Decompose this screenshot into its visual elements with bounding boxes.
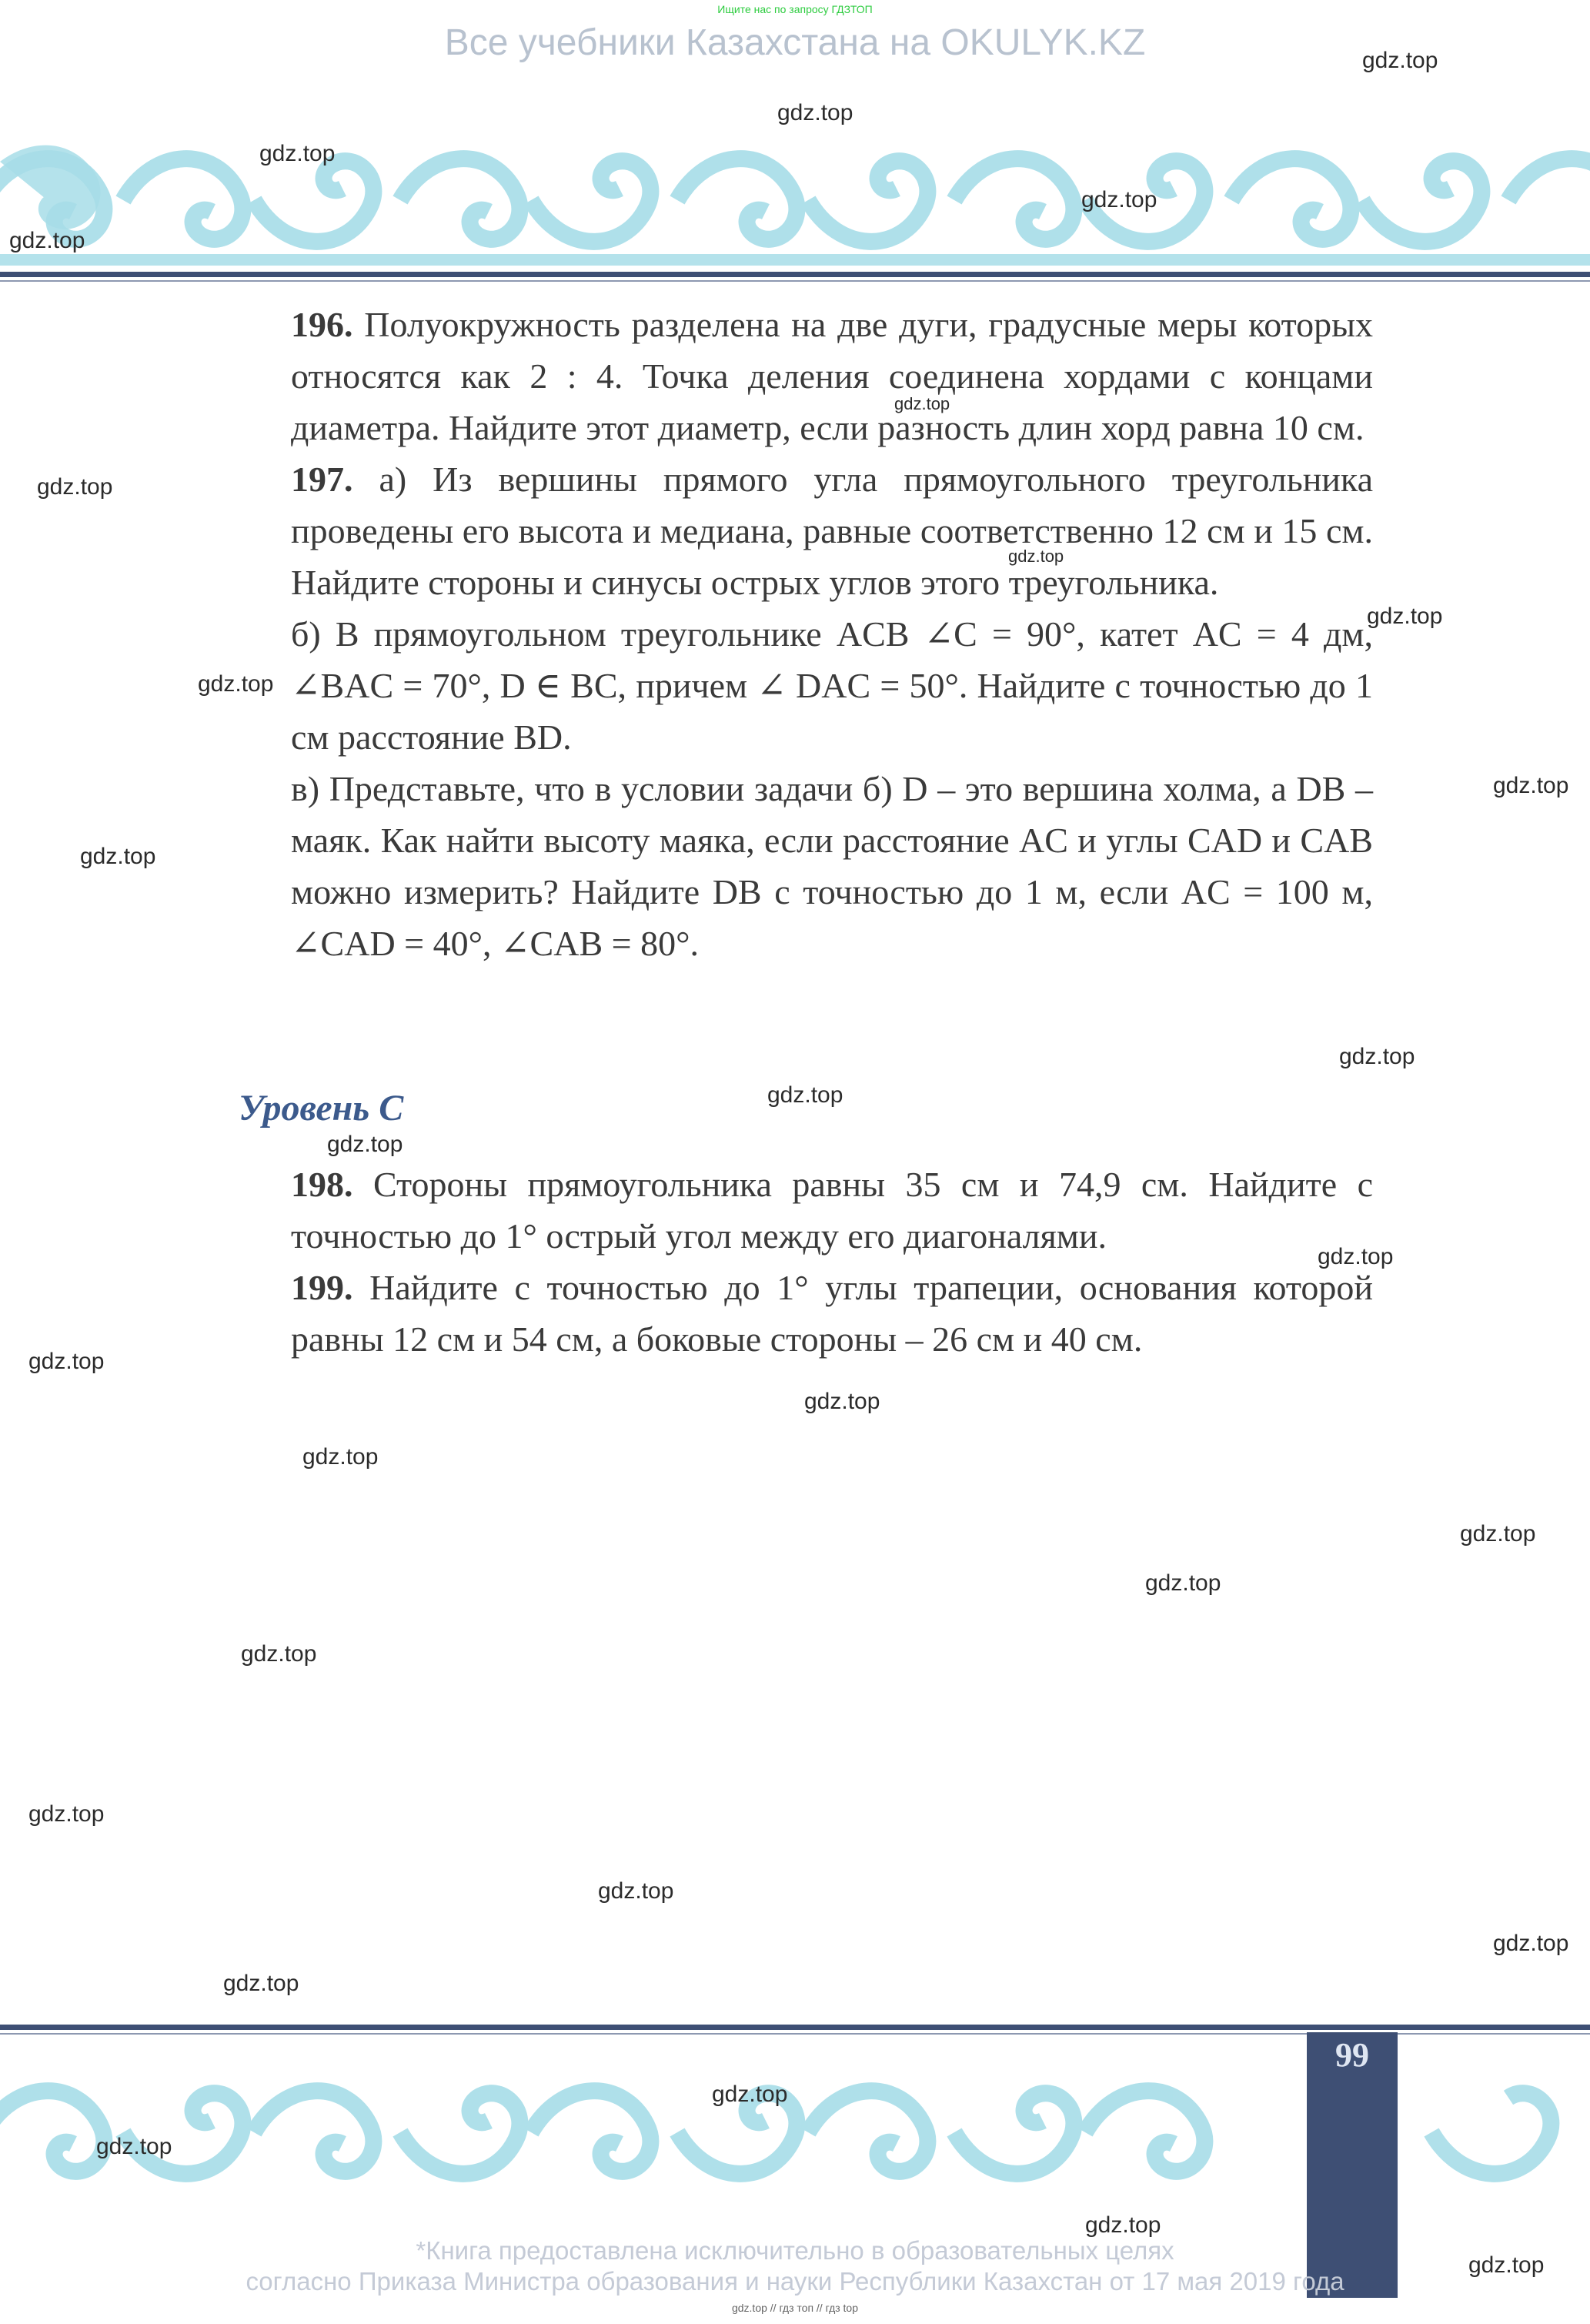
- watermark: gdz.top: [223, 1971, 299, 1996]
- watermark: gdz.top: [1081, 187, 1157, 212]
- watermark: gdz.top: [1493, 1931, 1569, 1956]
- problem-198: 198. Стороны прямоугольника равны 35 см и 74,9 см. Найдите с точностью до 1° острый угол между его диагоналями.: [291, 1165, 1373, 1256]
- watermark: gdz.top: [804, 1389, 880, 1414]
- search-hint: Ищите нас по запросу ГДЗТОП: [717, 3, 873, 15]
- disclaimer-line-1: *Книга предоставлена исключительно в образовательных целях: [416, 2236, 1174, 2265]
- watermark: gdz.top: [767, 1082, 843, 1108]
- watermark: gdz.top: [1367, 604, 1443, 629]
- watermark: gdz.top: [712, 2082, 788, 2107]
- watermark: gdz.top: [1468, 2252, 1545, 2278]
- watermark: gdz.top: [1460, 1521, 1536, 1547]
- watermark: gdz.top: [1493, 773, 1569, 798]
- page-number: 99: [1335, 2036, 1369, 2074]
- problem-197c: в) Представьте, что в условии задачи б) D – это вершина холма, а DB – маяк. Как найти высоту маяка, если расстояние AC и углы CAD и CAB можно измерить? Найдите DB с точностью до 1 м, если AC = 100 м, ∠CAD = 40°, ∠CAB = 80°.: [291, 769, 1373, 963]
- watermark: gdz.top: [777, 100, 853, 125]
- watermark: gdz.top: [1008, 547, 1064, 566]
- watermark: gdz.top: [894, 394, 950, 413]
- problem-199: 199. Найдите с точностью до 1° углы трапеции, основания которой равны 12 см и 54 см, а боковые стороны – 26 см и 40 см.: [291, 1268, 1373, 1359]
- problems-block: [291, 299, 1373, 969]
- watermark: gdz.top: [9, 228, 85, 253]
- watermark: gdz.top: [1318, 1244, 1394, 1269]
- problem-197b: б) В прямоугольном треугольнике ACB ∠C = 90°, катет AC = 4 дм, ∠BAC = 70°, D ∈ BC, причем ∠ DAC = 50°. Найдите с точностью до 1 см расстояние BD.: [291, 614, 1373, 757]
- top-ornament: [0, 139, 1590, 266]
- site-banner[interactable]: Все учебники Казахстана на OKULYK.KZ: [444, 22, 1146, 63]
- watermark: gdz.top: [96, 2134, 172, 2159]
- watermark: gdz.top: [28, 1801, 105, 1827]
- watermark: gdz.top: [241, 1641, 317, 1667]
- disclaimer-line-2: согласно Приказа Министра образования и науки Республики Казахстан от 17 мая 2019 года: [246, 2267, 1344, 2296]
- problem-197a: 197. а) Из вершины прямого угла прямоугольного треугольника проведены его высота и медиана, равные соответственно 12 см и 15 см. Найдите стороны и синусы острых углов этого треугольника.: [291, 460, 1373, 602]
- watermark: gdz.top: [80, 844, 156, 869]
- level-heading: Уровень C: [239, 1088, 404, 1129]
- watermark: gdz.top: [37, 474, 113, 500]
- watermark: gdz.top: [1362, 48, 1438, 73]
- problem-196: 196. Полуокружность разделена на две дуги, градусные меры которых относятся как 2 : 4. Точка деления соединена хордами с концами диаметра. Найдите этот диаметр, если разность длин хорд равна 10 см.: [291, 305, 1373, 447]
- watermark: gdz.top: [302, 1444, 379, 1470]
- watermark: gdz.top: [1085, 2212, 1161, 2238]
- watermark: gdz.top: [198, 671, 274, 697]
- watermark: gdz.top: [1339, 1044, 1415, 1069]
- watermark: gdz.top: [327, 1132, 403, 1157]
- top-rule: [0, 272, 1590, 282]
- watermark: gdz.top: [1145, 1570, 1221, 1596]
- watermark: gdz.top: [259, 141, 336, 166]
- problems-block-2: [291, 1159, 1373, 1365]
- bottom-links[interactable]: gdz.top // гдз топ // гдз top: [731, 2302, 859, 2314]
- watermark: gdz.top: [598, 1878, 674, 1904]
- watermark: gdz.top: [28, 1349, 105, 1374]
